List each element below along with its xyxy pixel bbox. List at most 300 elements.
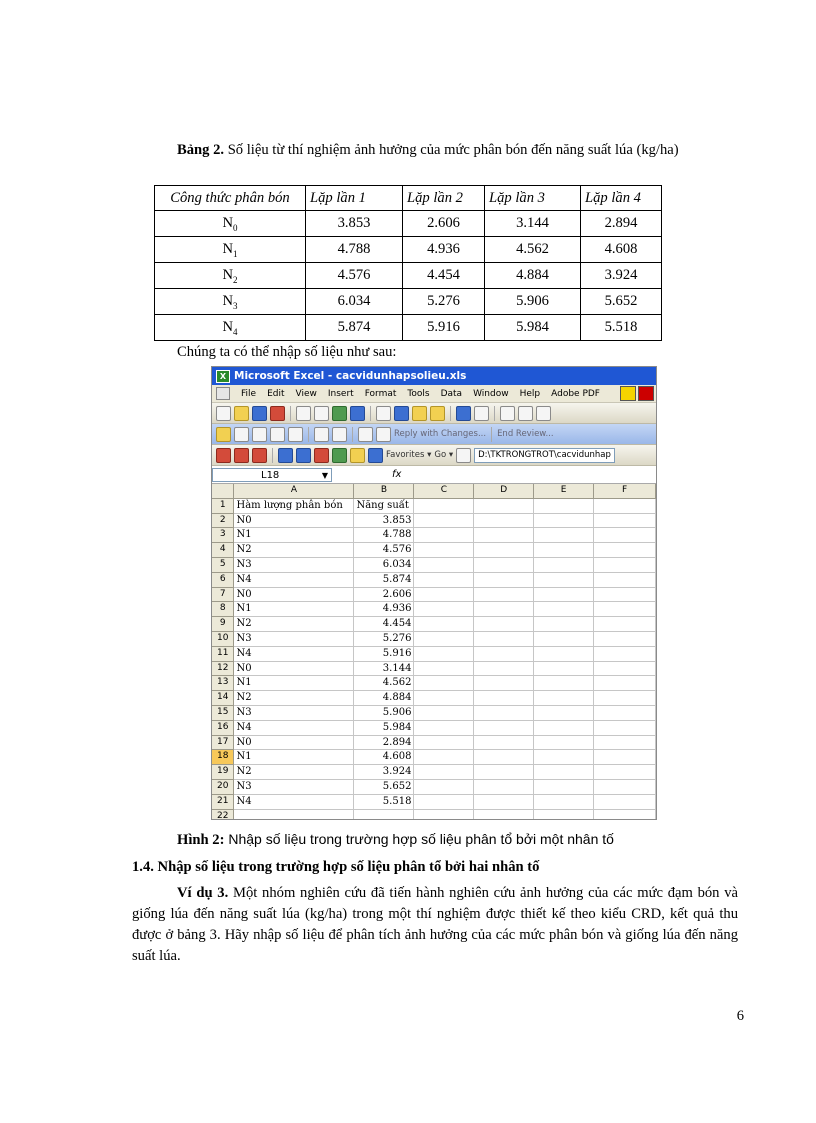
formula-bar [212,466,656,484]
row-header[interactable]: 18 [212,750,234,765]
pdf-icon[interactable] [252,448,267,463]
row-header[interactable]: 4 [212,543,234,558]
empty-cell[interactable] [414,587,474,602]
review-icon[interactable] [332,427,347,442]
table-cell: 6.034 [306,289,403,315]
empty-cell[interactable] [594,646,656,661]
cell-a[interactable]: N3 [234,779,354,794]
cell-b[interactable]: 4.936 [354,602,414,617]
table-cell: 2.894 [581,211,662,237]
column-header[interactable]: C [414,484,474,498]
table-cell-label: $N_2$ [155,263,306,289]
menu-data[interactable]: Data [440,388,463,399]
table-header-cell: Công thức phân bón [155,186,306,211]
empty-cell[interactable] [474,794,534,809]
empty-cell[interactable] [474,691,534,706]
table-row [212,528,656,543]
table-row [212,513,656,528]
cell-a[interactable]: N0 [234,513,354,528]
empty-cell[interactable] [534,631,594,646]
column-header[interactable]: A [234,484,354,498]
cell-b[interactable]: 4.454 [354,617,414,632]
row-header[interactable]: 3 [212,528,234,543]
show-web-icon[interactable] [456,448,471,463]
go-menu[interactable]: Go ▾ [434,450,454,460]
pdf-email-icon[interactable] [638,386,654,401]
window-title: Microsoft Excel - cacvidunhapsolieu.xls [234,370,467,382]
empty-cell[interactable] [534,646,594,661]
table-cell: 3.924 [581,263,662,289]
table-cell: 5.518 [581,315,662,341]
empty-cell[interactable] [414,646,474,661]
table-row [212,720,656,735]
cell-a[interactable]: N4 [234,720,354,735]
table-row [212,617,656,632]
empty-cell[interactable] [414,765,474,780]
menu-file[interactable]: File [241,388,257,399]
column-header-row [212,484,656,498]
table-row [212,587,656,602]
table-cell: 5.874 [306,315,403,341]
empty-cell[interactable] [414,572,474,587]
table-cell: 3.144 [485,211,581,237]
cell-b[interactable]: 4.562 [354,676,414,691]
address-field[interactable]: D:\TKTRONGTROT\cacvidunhap [474,448,615,463]
cell-a[interactable]: N4 [234,646,354,661]
undo-icon[interactable] [456,406,471,421]
row-header[interactable]: 16 [212,720,234,735]
table-cell-label: $N_0$ [155,211,306,237]
empty-cell[interactable] [414,617,474,632]
table-row [212,750,656,765]
empty-cell[interactable] [594,617,656,632]
review-icon[interactable] [376,427,391,442]
row-header[interactable]: 1 [212,498,234,513]
table-header-cell: Lặp lần 4 [581,186,662,211]
table-cell: 4.936 [403,237,485,263]
cell-a[interactable]: N2 [234,543,354,558]
cell-a[interactable]: N2 [234,617,354,632]
table-row [155,237,662,263]
cell-b[interactable]: 5.984 [354,720,414,735]
empty-cell[interactable] [474,750,534,765]
table-cell: 4.562 [485,237,581,263]
menu-view[interactable]: View [295,388,317,399]
row-header[interactable]: 13 [212,676,234,691]
table-row [155,211,662,237]
web-toolbar [212,445,656,466]
table-cell: 5.916 [403,315,485,341]
cell-b[interactable]: Năng suất [354,498,414,513]
cell-a[interactable]: N0 [234,661,354,676]
empty-cell[interactable] [474,498,534,513]
empty-cell[interactable] [594,705,656,720]
pdf-icon[interactable] [234,448,249,463]
empty-cell[interactable] [474,528,534,543]
cell-b[interactable]: 6.034 [354,557,414,572]
cell-b[interactable]: 4.884 [354,691,414,706]
empty-cell[interactable] [474,572,534,587]
new-icon[interactable] [216,406,231,421]
cell-a[interactable]: N4 [234,572,354,587]
redo-icon[interactable] [474,406,489,421]
empty-cell[interactable] [474,557,534,572]
empty-cell[interactable] [534,705,594,720]
row-header[interactable]: 6 [212,572,234,587]
table-cell: 5.906 [485,289,581,315]
row-header[interactable]: 14 [212,691,234,706]
fx-icon[interactable]: fx [392,469,402,480]
table-row [212,809,656,820]
cell-b[interactable]: 3.853 [354,513,414,528]
empty-cell[interactable] [414,543,474,558]
empty-cell[interactable] [534,572,594,587]
menu-bar [212,385,656,403]
table-row [212,676,656,691]
table-row [155,263,662,289]
menu-window[interactable]: Window [473,388,509,399]
cell-a[interactable]: N3 [234,631,354,646]
review-folder-icon[interactable] [216,427,231,442]
table-caption-label: Bảng 2. [177,142,225,158]
empty-cell[interactable] [534,809,594,820]
cell-b[interactable]: 4.788 [354,528,414,543]
table-cell: 4.576 [306,263,403,289]
row-header[interactable]: 11 [212,646,234,661]
column-header[interactable]: E [534,484,594,498]
pdf-buttons [620,386,656,401]
empty-cell[interactable] [534,528,594,543]
empty-cell[interactable] [534,513,594,528]
table-row [212,646,656,661]
intro-text: Chúng ta có thể nhập số liệu như sau: [177,344,397,360]
table-header-cell: Lặp lần 3 [485,186,581,211]
copy-icon[interactable] [394,406,409,421]
empty-cell[interactable] [414,498,474,513]
cell-a[interactable]: N1 [234,528,354,543]
menu-adobe-pdf[interactable]: Adobe PDF [551,388,600,399]
cut-icon[interactable] [376,406,391,421]
table-row [212,498,656,513]
table-row [212,691,656,706]
indent-icon[interactable] [536,406,551,421]
empty-cell[interactable] [414,794,474,809]
empty-cell[interactable] [474,676,534,691]
table-row [212,735,656,750]
reply-with-changes[interactable]: Reply with Changes... [394,429,487,439]
column-header[interactable]: D [474,484,534,498]
table-header-cell: Lặp lần 2 [403,186,485,211]
example-text: Một nhóm nghiên cứu đã tiến hành nghiên cứu ảnh hưởng của các mức đạm bón và giống lúa đến năng suất lúa (kg/ha) trong một thí nghiệm được thiết kế theo kiểu CRD, kết quả thu được ở bảng 3. Hãy nhập số liệu để phân tích ảnh hưởng của các mức phân bón và giống lúa đến năng suất lúa. [132,885,738,964]
cell-a[interactable]: N3 [234,705,354,720]
increase-decimal-icon[interactable] [500,406,515,421]
empty-cell[interactable] [414,528,474,543]
paste-icon[interactable] [412,406,427,421]
cell-a[interactable]: N2 [234,765,354,780]
table-header-row [155,186,662,211]
empty-cell[interactable] [534,735,594,750]
dropdown-arrow-icon[interactable]: ▼ [321,470,328,480]
empty-cell[interactable] [594,661,656,676]
empty-cell[interactable] [414,691,474,706]
excel-titlebar [212,367,656,385]
cell-b[interactable]: 2.606 [354,587,414,602]
stop-icon[interactable] [314,448,329,463]
table-row [212,557,656,572]
standard-toolbar [212,403,656,424]
empty-cell[interactable] [474,602,534,617]
table-cell: 5.276 [403,289,485,315]
table-cell: 4.788 [306,237,403,263]
spelling-icon[interactable] [332,406,347,421]
empty-cell[interactable] [534,765,594,780]
menu-insert[interactable]: Insert [327,388,354,399]
row-header[interactable]: 19 [212,765,234,780]
table-cell: 4.608 [581,237,662,263]
table-row [212,661,656,676]
review-icon[interactable] [358,427,373,442]
research-icon[interactable] [350,406,365,421]
review-icon[interactable] [234,427,249,442]
cell-b[interactable]: 5.916 [354,646,414,661]
empty-cell[interactable] [414,809,474,820]
end-review[interactable]: End Review... [497,429,554,439]
row-header[interactable]: 20 [212,779,234,794]
comment-icon[interactable] [270,427,285,442]
empty-cell[interactable] [594,794,656,809]
row-header[interactable]: 9 [212,617,234,632]
row-header[interactable]: 21 [212,794,234,809]
empty-cell[interactable] [534,557,594,572]
table-row [212,765,656,780]
empty-cell[interactable] [594,691,656,706]
empty-cell[interactable] [594,557,656,572]
review-icon[interactable] [314,427,329,442]
excel-icon: X [216,370,230,383]
table-cell: 4.884 [485,263,581,289]
empty-cell[interactable] [534,794,594,809]
empty-cell[interactable] [534,661,594,676]
empty-cell[interactable] [594,676,656,691]
section-heading: 1.4. Nhập số liệu trong trường hợp số liệu phân tổ bởi hai nhân tố [132,859,540,875]
empty-cell[interactable] [594,631,656,646]
cell-a[interactable]: N0 [234,587,354,602]
cell-b[interactable]: 5.518 [354,794,414,809]
empty-cell[interactable] [474,720,534,735]
empty-cell[interactable] [594,779,656,794]
empty-cell[interactable] [474,513,534,528]
table-caption-text: Số liệu từ thí nghiệm ảnh hưởng của mức phân bón đến năng suất lúa (kg/ha) [224,142,679,158]
spreadsheet-grid [212,484,656,820]
empty-cell[interactable] [594,572,656,587]
empty-cell[interactable] [534,617,594,632]
row-header[interactable]: 12 [212,661,234,676]
table-row [212,631,656,646]
cell-b[interactable]: 5.906 [354,705,414,720]
table-caption [132,140,738,161]
row-header[interactable]: 2 [212,513,234,528]
cell-a[interactable]: N1 [234,676,354,691]
empty-cell[interactable] [414,661,474,676]
cell-b[interactable]: 3.924 [354,765,414,780]
empty-cell[interactable] [474,735,534,750]
menu-format[interactable]: Format [364,388,397,399]
search-web-icon[interactable] [368,448,383,463]
empty-cell[interactable] [594,765,656,780]
print-icon[interactable] [296,406,311,421]
table-row [212,794,656,809]
cell-a[interactable] [234,809,354,820]
empty-cell[interactable] [594,735,656,750]
cell-a[interactable]: N1 [234,602,354,617]
excel-screenshot [211,366,657,820]
favorites-menu[interactable]: Favorites ▾ [386,450,432,460]
page-number: 6 [736,1008,744,1024]
row-header[interactable]: 22 [212,809,234,820]
cell-b[interactable]: 4.576 [354,543,414,558]
forward-icon[interactable] [296,448,311,463]
back-icon[interactable] [278,448,293,463]
menu-edit[interactable]: Edit [267,388,285,399]
empty-cell[interactable] [474,631,534,646]
example-label: Ví dụ 3. [177,885,229,901]
empty-cell[interactable] [594,750,656,765]
pdf-convert-icon[interactable] [620,386,636,401]
cell-a[interactable]: N3 [234,557,354,572]
empty-cell[interactable] [534,676,594,691]
name-box[interactable]: L18 ▼ [212,468,332,482]
home-icon[interactable] [350,448,365,463]
table-row [155,315,662,341]
table-cell: 3.853 [306,211,403,237]
row-header[interactable]: 17 [212,735,234,750]
empty-cell[interactable] [594,528,656,543]
table-cell: 4.454 [403,263,485,289]
empty-cell[interactable] [414,602,474,617]
decrease-decimal-icon[interactable] [518,406,533,421]
row-header[interactable]: 7 [212,587,234,602]
empty-cell[interactable] [474,765,534,780]
empty-cell[interactable] [534,720,594,735]
table-row [155,289,662,315]
empty-cell[interactable] [594,498,656,513]
empty-cell[interactable] [414,631,474,646]
cell-a[interactable]: N2 [234,691,354,706]
cell-a[interactable]: N4 [234,794,354,809]
empty-cell[interactable] [594,720,656,735]
empty-cell[interactable] [414,779,474,794]
cell-b[interactable]: 4.608 [354,750,414,765]
empty-cell[interactable] [534,543,594,558]
cell-b[interactable]: 2.894 [354,735,414,750]
data-table [154,185,662,341]
empty-cell[interactable] [534,750,594,765]
empty-cell[interactable] [474,646,534,661]
empty-cell[interactable] [414,735,474,750]
cell-a[interactable]: N0 [234,735,354,750]
empty-cell[interactable] [414,705,474,720]
table-row [212,543,656,558]
empty-cell[interactable] [474,661,534,676]
empty-cell[interactable] [474,779,534,794]
cell-b[interactable]: 3.144 [354,661,414,676]
empty-cell[interactable] [594,513,656,528]
open-icon[interactable] [234,406,249,421]
select-all-corner[interactable] [212,484,234,498]
comment-icon[interactable] [288,427,303,442]
empty-cell[interactable] [474,543,534,558]
print-preview-icon[interactable] [314,406,329,421]
column-header[interactable]: F [594,484,656,498]
menu-help[interactable]: Help [519,388,541,399]
cell-b[interactable]: 5.874 [354,572,414,587]
menu-tools[interactable]: Tools [407,388,430,399]
save-icon[interactable] [252,406,267,421]
pdf-icon[interactable] [216,448,231,463]
empty-cell[interactable] [414,720,474,735]
empty-cell[interactable] [534,602,594,617]
column-header[interactable]: B [354,484,414,498]
refresh-icon[interactable] [332,448,347,463]
empty-cell[interactable] [534,587,594,602]
table-cell: 2.606 [403,211,485,237]
empty-cell[interactable] [594,587,656,602]
table-cell-label: $N_3$ [155,289,306,315]
format-painter-icon[interactable] [430,406,445,421]
empty-cell[interactable] [474,587,534,602]
row-header[interactable]: 8 [212,602,234,617]
table-row [212,572,656,587]
document-icon [216,387,230,400]
cell-a[interactable]: Hàm lượng phân bón [234,498,354,513]
table-row [212,602,656,617]
row-header[interactable]: 15 [212,705,234,720]
review-icon[interactable] [252,427,267,442]
table-cell-label: $N_1$ [155,237,306,263]
empty-cell[interactable] [534,691,594,706]
empty-cell[interactable] [474,809,534,820]
empty-cell[interactable] [594,602,656,617]
empty-cell[interactable] [474,617,534,632]
permission-icon[interactable] [270,406,285,421]
table-cell-label: $N_4$ [155,315,306,341]
table-row [212,779,656,794]
empty-cell[interactable] [594,543,656,558]
empty-cell[interactable] [474,705,534,720]
empty-cell[interactable] [414,676,474,691]
reviewing-toolbar [212,424,656,445]
figure-caption-text: Nhập số liệu trong trường hợp số liệu phân tổ bởi một nhân tố [224,831,614,847]
cell-b[interactable]: 5.276 [354,631,414,646]
empty-cell[interactable] [414,750,474,765]
figure-caption [132,829,738,851]
example-paragraph [132,883,738,967]
cell-b[interactable] [354,809,414,820]
empty-cell[interactable] [534,498,594,513]
empty-cell[interactable] [414,513,474,528]
row-header[interactable]: 5 [212,557,234,572]
cell-a[interactable]: N1 [234,750,354,765]
figure-caption-label: Hình 2: [177,832,225,848]
table-cell: 5.652 [581,289,662,315]
table-cell: 5.984 [485,315,581,341]
table-row [212,705,656,720]
row-header[interactable]: 10 [212,631,234,646]
cell-b[interactable]: 5.652 [354,779,414,794]
empty-cell[interactable] [414,557,474,572]
empty-cell[interactable] [594,809,656,820]
empty-cell[interactable] [534,779,594,794]
